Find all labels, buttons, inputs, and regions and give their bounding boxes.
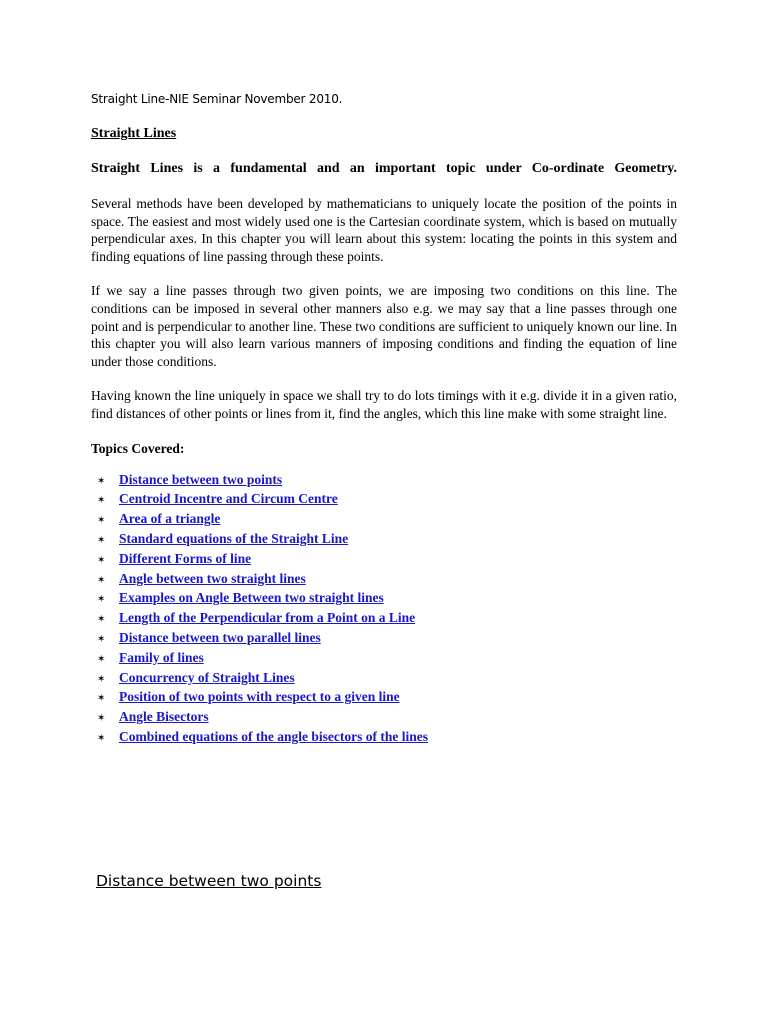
- topic-link-angle-examples[interactable]: Examples on Angle Between two straight lines: [119, 590, 384, 606]
- paragraph-2: If we say a line passes through two given points, we are imposing two conditions on this line. The conditions can be imposed in several other manners also e.g. we may say that a line passes through one point and is perpendicular to another line. These two conditions are sufficient to uniquely known our line. In this chapter you will also learn various manners of imposing conditions and finding the equation of line under those conditions.: [91, 283, 677, 369]
- paragraph-3: Having known the line uniquely in space we shall try to do lots timings with it e.g. divide it in a given ratio, find distances of other points or lines from it, find the angles, which this line make with some straight line.: [91, 388, 677, 421]
- section-title: Straight Lines: [91, 126, 177, 141]
- topic-item: [97, 630, 677, 650]
- topics-heading: Topics Covered:: [91, 440, 185, 456]
- topic-link-position-of-points[interactable]: Position of two points with respect to a given line: [119, 689, 400, 705]
- star-bullet-icon: ✶: [97, 713, 106, 725]
- topic-item: [97, 531, 677, 551]
- lead-paragraph: Straight Lines is a fundamental and an important topic under Co-ordinate Geometry.: [91, 161, 677, 176]
- topic-link-different-forms[interactable]: Different Forms of line: [119, 550, 252, 566]
- next-section-heading: Distance between two points: [96, 872, 322, 890]
- star-bullet-icon: ✶: [97, 693, 106, 705]
- document-header: Straight Line-NIE Seminar November 2010.: [91, 92, 343, 106]
- topic-link-combined-bisectors[interactable]: Combined equations of the angle bisectors of the lines: [119, 728, 429, 744]
- topic-link-standard-equations[interactable]: Standard equations of the Straight Line: [119, 530, 349, 546]
- star-bullet-icon: ✶: [97, 633, 106, 645]
- star-bullet-icon: ✶: [97, 495, 106, 507]
- topic-link-angle-bisectors[interactable]: Angle Bisectors: [119, 709, 209, 725]
- topic-item: [97, 650, 677, 670]
- star-bullet-icon: ✶: [97, 614, 106, 626]
- topic-link-distance-between-two-points[interactable]: Distance between two points: [119, 471, 283, 487]
- paragraph-1: Several methods have been developed by mathematicians to uniquely locate the position of the points in space. The easiest and most widely used one is the Cartesian coordinate system, which is based on mutually perpendicular axes. In this chapter you will learn about this system: locating the points in this system and finding equations of line passing through these points.: [91, 196, 677, 264]
- star-bullet-icon: ✶: [97, 574, 106, 586]
- document-body: [91, 91, 677, 749]
- topic-item: [97, 551, 677, 571]
- topic-item: [97, 709, 677, 729]
- star-bullet-icon: ✶: [97, 554, 106, 566]
- star-bullet-icon: ✶: [97, 475, 106, 487]
- topic-item: [97, 670, 677, 690]
- topic-item: [97, 491, 677, 511]
- topic-link-family-of-lines[interactable]: Family of lines: [119, 649, 204, 665]
- topic-link-perpendicular-length[interactable]: Length of the Perpendicular from a Point on a Line: [119, 610, 416, 626]
- star-bullet-icon: ✶: [97, 673, 106, 685]
- star-bullet-icon: ✶: [97, 515, 106, 527]
- topic-link-area-of-triangle[interactable]: Area of a triangle: [119, 511, 221, 527]
- topic-link-concurrency[interactable]: Concurrency of Straight Lines: [119, 669, 295, 685]
- topic-link-parallel-distance[interactable]: Distance between two parallel lines: [119, 629, 321, 645]
- star-bullet-icon: ✶: [97, 594, 106, 606]
- topic-item: [97, 571, 677, 591]
- topic-item: [97, 511, 677, 531]
- topic-link-angle-between-lines[interactable]: Angle between two straight lines: [119, 570, 306, 586]
- star-bullet-icon: ✶: [97, 732, 106, 744]
- topic-item: [97, 689, 677, 709]
- topic-item: [97, 590, 677, 610]
- topics-list: [91, 472, 677, 749]
- star-bullet-icon: ✶: [97, 653, 106, 665]
- star-bullet-icon: ✶: [97, 534, 106, 546]
- topic-item: [97, 610, 677, 630]
- topic-item: [97, 472, 677, 492]
- topic-link-centroid-incentre[interactable]: Centroid Incentre and Circum Centre: [119, 491, 338, 507]
- topic-item: [97, 729, 677, 749]
